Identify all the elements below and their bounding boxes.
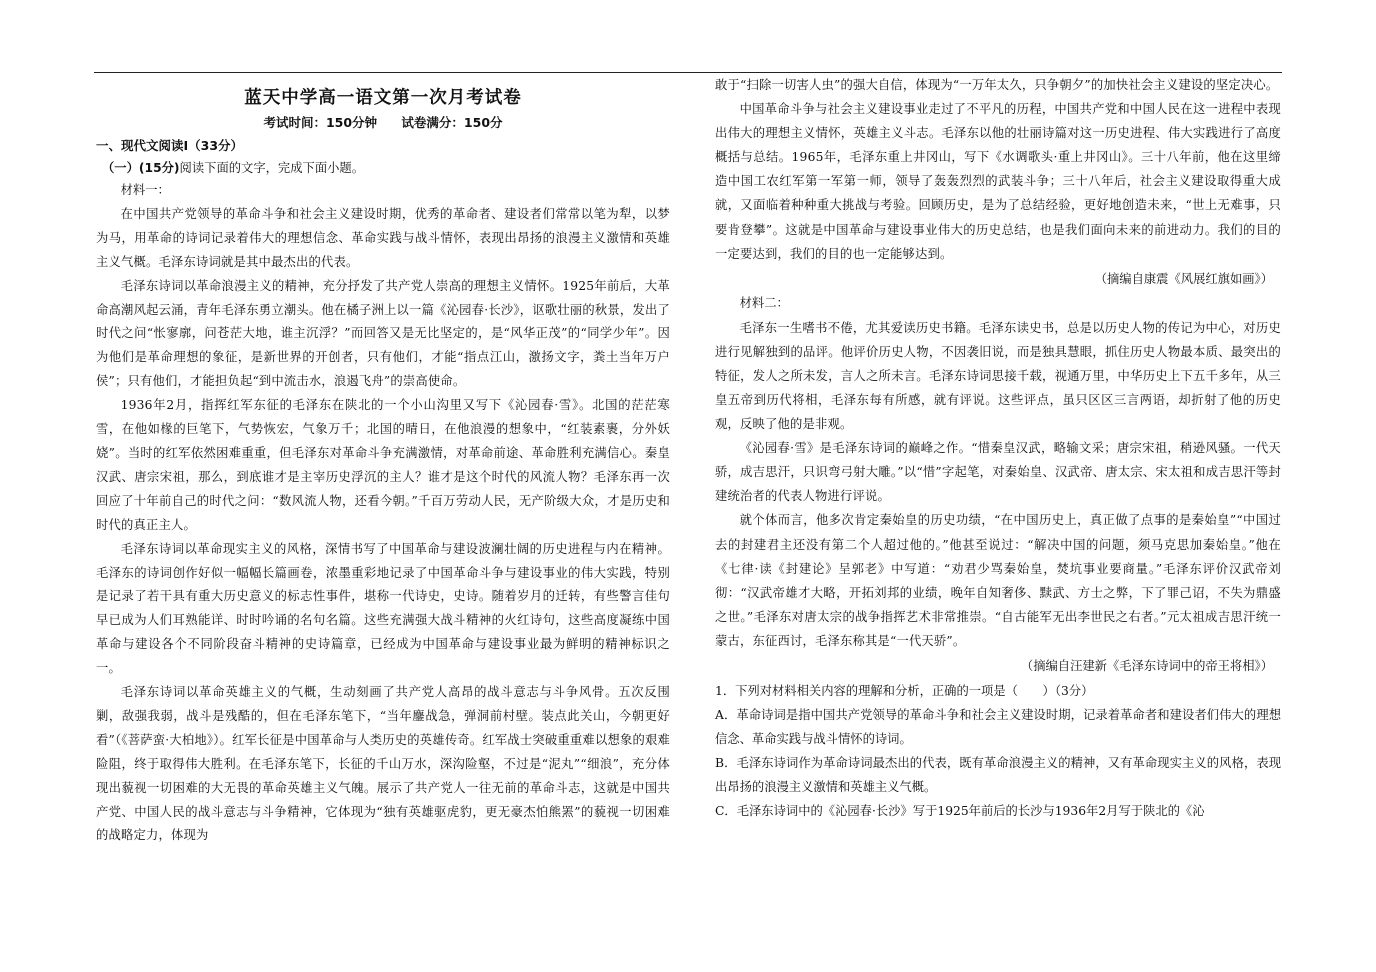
material2-paragraph-3: 就个体而言，他多次肯定秦始皇的历史功绩，“在中国历史上，真正做了点事的是秦始皇”“中国过去的封建君主还没有第二个人超过他的。”他甚至说过：“解决中国的问题，须马克思加秦始皇。”他在《七律·读《封建论》呈郭老》中写道：“劝君少骂秦始皇，焚坑事业要商量。”毛泽东评价汉武帝刘彻：“汉武帝雄才大略，开拓刘邦的业绩，晚年自知奢侈、黩武、方士之弊，下了罪己诏，不失为鼎盛之世。”毛泽东对唐太宗的战争指挥艺术非常推崇。“自古能军无出李世民之右者。”元太祖成吉思汗统一蒙古，东征西讨，毛泽东称其是“一代天骄”。 — [715, 513, 1281, 648]
material1-paragraph-5: 毛泽东诗词以革命英雄主义的气概，生动刻画了共产党人高昂的战斗意志与斗争风骨。五次反围剿，敌强我弱，战斗是残酷的，但在毛泽东笔下，“当年鏖战急，弹洞前村壁。装点此关山，今朝更好看”（《菩萨蛮·大柏地》）。红军长征是中国革命与人类历史的英雄传奇。红军战士突破重重难以想象的艰难险阻，终于取得伟大胜利。在毛泽东笔下，长征的千山万水，深沟险壑，不过是“泥丸”“细浪”，充分体现出藐视一切困难的大无畏的革命英雄主义气魄。展示了共产党人一往无前的革命斗志，这就是中国共产党、中国人民的战斗意志与斗争精神，它体现为“独有英雄驱虎豹，更无豪杰怕熊罴”的藐视一切困难的战略定力，体现为 — [96, 685, 670, 843]
exam-time: 考试时间：150分钟 — [263, 115, 378, 130]
material2-source: （摘编自汪建新《毛泽东诗词中的帝王将相》） — [1020, 658, 1273, 673]
material1-label: 材料一： — [120, 183, 170, 197]
material2-paragraph-2: 《沁园春·雪》是毛泽东诗词的巅峰之作。“惜秦皇汉武，略输文采；唐宗宋祖，稍逊风骚。一代天骄，成吉思汗，只识弯弓射大雕。”以“惜”字起笔，对秦始皇、汉武帝、唐太宗、宋太祖和成吉思汗等封建统治者的代表人物进行评说。 — [715, 441, 1281, 504]
material1-source: （摘编自康震《风展红旗如画》） — [1094, 271, 1273, 286]
exam-title: 蓝天中学高一语文第一次月考试卷 — [244, 88, 522, 108]
exam-info — [96, 113, 670, 133]
question-1-option-a: A．革命诗词是指中国共产党领导的革命斗争和社会主义建设时期，记录着革命者和建设者们伟大的理想信念、革命实践与战斗情怀的诗词。 — [715, 708, 1281, 747]
part-heading — [96, 157, 670, 179]
material1-paragraph-4: 毛泽东诗词以革命现实主义的风格，深情书写了中国革命与建设波澜壮阔的历史进程与内在精神。毛泽东的诗词创作好似一幅幅长篇画卷，浓墨重彩地记录了中国革命斗争与建设事业的伟大实践，特别是记录了若干具有重大历史意义的标志性事件，堪称一代诗史，史诗。随着岁月的迁转，有些警言佳句早已成为人们耳熟能详、时时吟诵的名句名篇。这些充满强大战斗精神的火红诗句，这些高度凝练中国革命与建设各个不同阶段奋斗精神的史诗篇章，已经成为中国革命与建设事业最为鲜明的精神标识之一。 — [96, 541, 670, 676]
question-1-option-c: C．毛泽东诗词中的《沁园春·长沙》写于1925年前后的长沙与1936年2月写于陕北的《沁 — [715, 804, 1205, 819]
right-column — [715, 73, 1281, 824]
part-label: （一）(15分) — [102, 161, 180, 175]
exam-full-score: 试卷满分：150分 — [401, 115, 503, 130]
material1-paragraph-5-continued: 敢于“扫除一切害人虫”的强大自信，体现为“一万年太久，只争朝夕”的加快社会主义建设的坚定决心。 — [715, 78, 1279, 92]
material1-paragraph-6: 中国革命斗争与社会主义建设事业走过了不平凡的历程，中国共产党和中国人民在这一进程中表现出伟大的理想主义情怀，英雄主义斗志。毛泽东以他的壮丽诗篇对这一历史进程、伟大实践进行了高度概括与总结。1965年，毛泽东重上井冈山，写下《水调歌头·重上井冈山》。三十八年前，他在这里缔造中国工农红军第一军第一师，领导了轰轰烈烈的武装斗争；三十八年后，社会主义建设取得重大成就，又面临着种种重大挑战与考验。回顾历史，是为了总结经验，更好地创造未来，“世上无难事，只要肯登攀”。这就是中国革命与建设事业伟大的历史总结，也是我们面向未来的前进动力。我们的目的一定要达到，我们的目的也一定能够达到。 — [715, 102, 1281, 261]
section-heading: 一、现代文阅读Ⅰ（33分） — [96, 138, 244, 153]
material2-label: 材料二： — [739, 295, 789, 310]
material1-paragraph-2: 毛泽东诗词以革命浪漫主义的精神，充分抒发了共产党人崇高的理想主义情怀。1925年前后，大革命高潮风起云涌，青年毛泽东勇立潮头。他在橘子洲上以一篇《沁园春·长沙》，讴歌壮丽的秋景，发出了时代之问“怅寥廓，问苍茫大地，谁主沉浮？”而回答又是无比坚定的，是“风华正茂”的“同学少年”。因为他们是革命理想的象征，是新世界的开创者，只有他们，才能“指点江山，激扬文字，粪土当年万户侯”；只有他们，才能担负起“到中流击水，浪遏飞舟”的崇高使命。 — [96, 278, 670, 389]
question-1-option-b: B．毛泽东诗词作为革命诗词最杰出的代表，既有革命浪漫主义的精神，又有革命现实主义的风格，表现出昂扬的浪漫主义激情和英雄主义气概。 — [715, 756, 1281, 795]
part-instruction: 阅读下面的文字，完成下面小题。 — [179, 161, 365, 175]
material1-paragraph-3: 1936年2月，指挥红军东征的毛泽东在陕北的一个小山沟里又写下《沁园春·雪》。北国的茫茫寒雪，在他如椽的巨笔下，气势恢宏，气象万千；北国的晴日，在他浪漫的想象中，“红装素裹，分外妖娆”。当时的红军依然困难重重，但毛泽东对革命斗争充满激情，对革命前途、革命胜利充满信心。秦皇汉武、唐宗宋祖，那么，到底谁才是主宰历史浮沉的主人？谁才是这个时代的风流人物？毛泽东再一次回应了十年前自己的时代之问：“数风流人物，还看今朝。”千百万劳动人民，无产阶级大众，才是历史和时代的真正主人。 — [96, 398, 670, 532]
material1-paragraph-1: 在中国共产党领导的革命斗争和社会主义建设时期，优秀的革命者、建设者们常常以笔为犁，以梦为马，用革命的诗词记录着伟大的理想信念、革命实践与战斗情怀，表现出昂扬的浪漫主义激情和英雄主义气概。毛泽东诗词就是其中最杰出的代表。 — [96, 206, 670, 269]
left-column — [96, 84, 670, 848]
question-1-stem: 1．下列对材料相关内容的理解和分析，正确的一项是（ ）（3分） — [715, 683, 1094, 698]
material2-paragraph-1: 毛泽东一生嗜书不倦，尤其爱读历史书籍。毛泽东读史书，总是以历史人物的传记为中心，对历史进行见解独到的品评。他评价历史人物，不因袭旧说，而是独具慧眼，抓住历史人物最本质、最突出的特征，发人之所未发，言人之所未言。毛泽东诗词思接千载，视通万里，中华历史上下五千多年，从三皇五帝到历代将相，毛泽东每有所感，就有评说。这些评点，虽只区区三言两语，却折射了他的历史观，反映了他的是非观。 — [715, 320, 1281, 432]
